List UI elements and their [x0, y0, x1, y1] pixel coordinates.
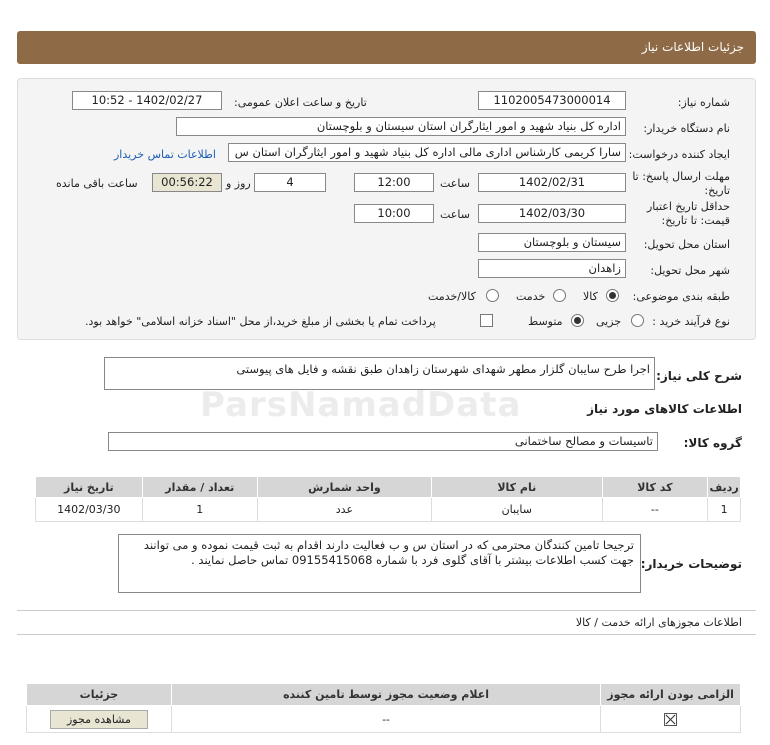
process-minor-label: جزیی — [596, 315, 622, 328]
validity-date-field[interactable]: 1402/03/30 — [478, 204, 626, 223]
cell-qty: 1 — [142, 498, 257, 522]
category-service-radio[interactable] — [553, 289, 566, 302]
validity-time-field[interactable]: 10:00 — [354, 204, 434, 223]
process-label: نوع فرآیند خرید : — [652, 315, 730, 328]
col-details: جزئیات — [27, 684, 172, 706]
validity-label-2: قیمت: تا تاریخ: — [661, 214, 730, 227]
need-number-field[interactable]: 1102005473000014 — [478, 91, 626, 110]
goods-group-label: گروه کالا: — [683, 436, 742, 450]
cell-status: -- — [171, 706, 600, 733]
goods-table — [35, 476, 741, 522]
validity-time-label: ساعت — [440, 208, 470, 221]
buyer-org-field[interactable]: اداره کل بنیاد شهید و امور ایثارگران استان سیستان و بلوچستان — [176, 117, 626, 136]
province-field[interactable]: سیستان و بلوچستان — [478, 233, 626, 252]
deadline-date-field[interactable]: 1402/02/31 — [478, 173, 626, 192]
watermark: ParsNamadData — [200, 385, 522, 425]
buyer-notes-label: توضیحات خریدار: — [640, 557, 742, 571]
col-required: الزامی بودن ارائه مجوز — [601, 684, 741, 706]
province-label: استان محل تحویل: — [643, 238, 730, 251]
announce-field[interactable]: 1402/02/27 - 10:52 — [72, 91, 222, 110]
col-status: اعلام وضعیت مجوز توسط تامین کننده — [171, 684, 600, 706]
required-checkbox-icon — [664, 713, 677, 726]
city-label: شهر محل تحویل: — [650, 264, 730, 277]
cell-name: سایبان — [431, 498, 602, 522]
col-row: ردیف — [708, 477, 741, 498]
summary-field[interactable]: اجرا طرح سایبان گلزار مطهر شهدای شهرستان زاهدان طبق نقشه و فایل های پیوستی — [104, 357, 655, 390]
buyer-contact-link[interactable]: اطلاعات تماس خریدار — [114, 148, 216, 161]
buyer-notes-field[interactable]: ترجیحا تامین کنندگان محترمی که در استان س و ب فعالیت دارند اقدام به ثبت قیمت نموده و می توانند جهت کسب اطلاعات بیشتر با آقای گلوی فرد با شماره 09155415068 تماس حاصل نمایند . — [118, 534, 641, 593]
treasury-note: پرداخت تمام یا بخشی از مبلغ خرید،از محل "اسناد خزانه اسلامی" خواهد بود. — [85, 315, 436, 328]
page-title: جزئیات اطلاعات نیاز — [641, 40, 744, 54]
announce-label: تاریخ و ساعت اعلان عمومی: — [234, 96, 367, 109]
requester-label: ایجاد کننده درخواست: — [628, 148, 730, 161]
goods-section-title: اطلاعات کالاهای مورد نیاز — [587, 402, 742, 416]
col-name: نام کالا — [431, 477, 602, 498]
goods-table-header — [36, 477, 741, 498]
permits-table — [26, 683, 741, 733]
summary-label: شرح کلی نیاز: — [656, 369, 742, 383]
title-bar — [17, 31, 756, 64]
col-unit: واحد شمارش — [257, 477, 431, 498]
col-date: تاریخ نیاز — [36, 477, 143, 498]
cell-unit: عدد — [257, 498, 431, 522]
deadline-label: مهلت ارسال پاسخ: تا — [632, 170, 730, 183]
category-both-label: کالا/خدمت — [428, 290, 476, 303]
remaining-label: ساعت باقی مانده — [56, 177, 138, 190]
remaining-time-field: 00:56:22 — [152, 173, 222, 192]
permits-title: اطلاعات مجوزهای ارائه خدمت / کالا — [575, 616, 742, 629]
col-qty: تعداد / مقدار — [142, 477, 257, 498]
buyer-org-label: نام دستگاه خریدار: — [643, 122, 730, 135]
days-label: روز و — [226, 177, 251, 190]
divider — [17, 634, 756, 635]
deadline-time-field[interactable]: 12:00 — [354, 173, 434, 192]
cell-required — [601, 706, 741, 733]
category-goods-radio[interactable] — [606, 289, 619, 302]
view-permit-button[interactable]: مشاهده مجوز — [50, 710, 148, 729]
permits-table-header — [27, 684, 741, 706]
need-number-label: شماره نیاز: — [677, 96, 730, 109]
cell-date: 1402/03/30 — [36, 498, 143, 522]
category-label: طبقه بندی موضوعی: — [632, 290, 730, 303]
col-code: کد کالا — [602, 477, 707, 498]
table-row[interactable] — [36, 498, 741, 522]
cell-code: -- — [602, 498, 707, 522]
category-goods-label: کالا — [583, 290, 598, 303]
goods-group-field[interactable]: تاسیسات و مصالح ساختمانی — [108, 432, 658, 451]
treasury-checkbox[interactable] — [480, 314, 493, 327]
process-minor-radio[interactable] — [631, 314, 644, 327]
category-both-radio[interactable] — [486, 289, 499, 302]
process-medium-label: متوسط — [528, 315, 563, 328]
deadline-time-label: ساعت — [440, 177, 470, 190]
cell-row: 1 — [708, 498, 741, 522]
city-field[interactable]: زاهدان — [478, 259, 626, 278]
deadline-label-2: تاریخ: — [704, 184, 730, 197]
cell-details — [27, 706, 172, 733]
divider — [17, 610, 756, 611]
days-field[interactable]: 4 — [254, 173, 326, 192]
category-service-label: خدمت — [516, 290, 546, 303]
validity-label: حداقل تاریخ اعتبار — [646, 200, 730, 213]
process-medium-radio[interactable] — [571, 314, 584, 327]
table-row — [27, 706, 741, 733]
requester-field[interactable]: سارا کریمی کارشناس اداری مالی اداره کل بنیاد شهید و امور ایثارگران استان س — [228, 143, 626, 162]
